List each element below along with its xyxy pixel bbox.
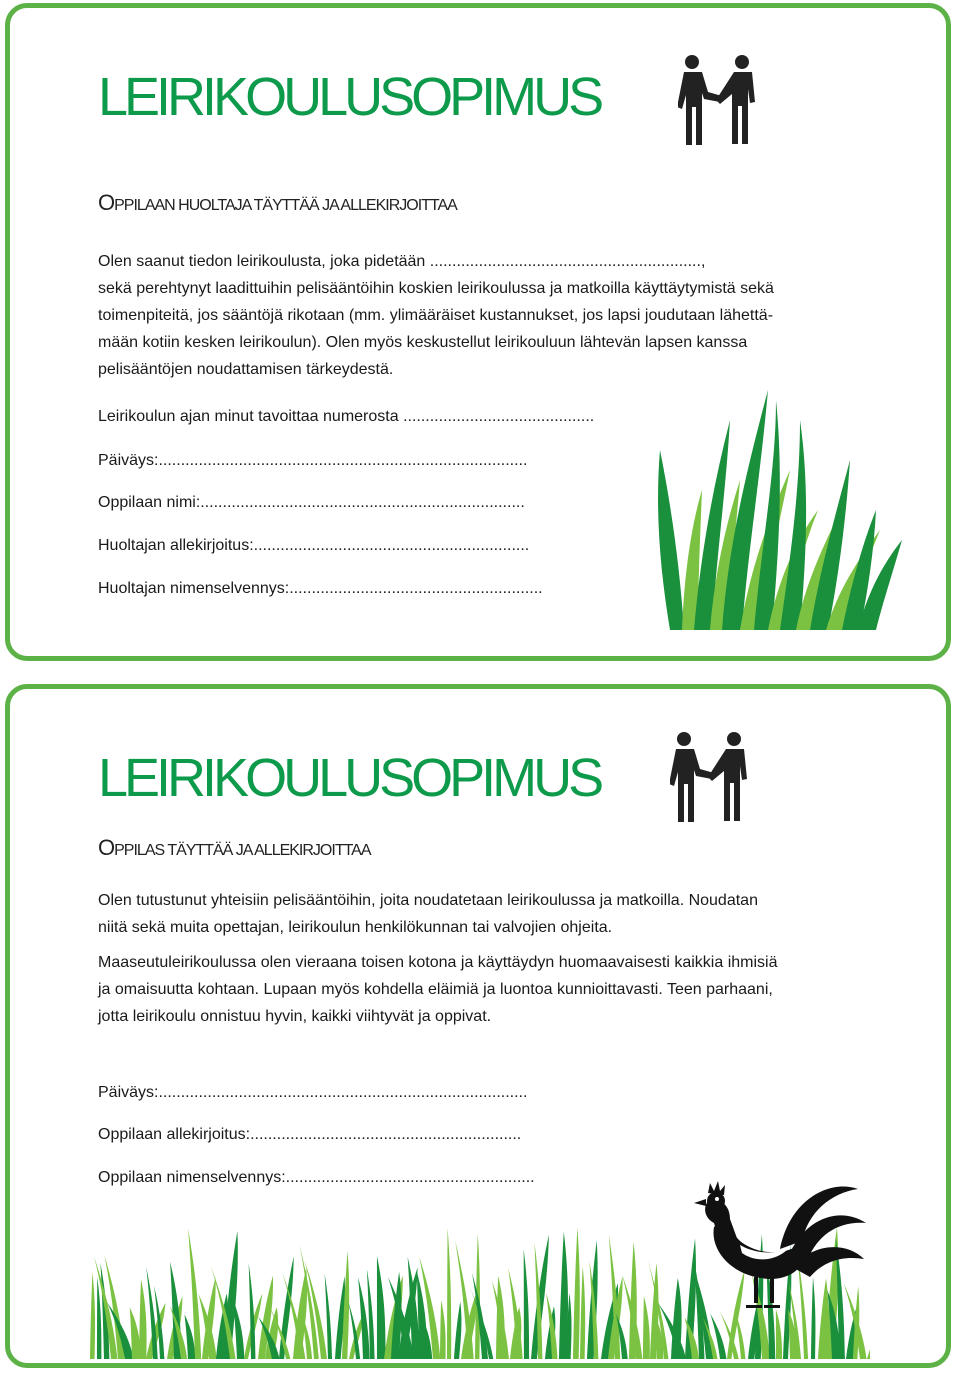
student-name-clarification-field[interactable]: Oppilaan nimenselvennys:........................................................	[98, 1169, 535, 1186]
statement-line: mään kotiin kesken leirikoulun). Olen myös keskustellut leirikouluun lähtevän lapsen kanssa	[98, 334, 748, 351]
statement-line: pelisääntöjen noudattamisen tärkeydestä.	[98, 361, 394, 378]
statement-line: niitä sekä muita opettajan, leirikoulun henkilökunnan tai valvojien ohjeita.	[98, 919, 613, 936]
section-subtitle: OPPILAS TÄYTTÄÄ JA ALLEKIRJOITTAA	[98, 835, 371, 860]
phone-number-field[interactable]: Leirikoulun ajan minut tavoittaa numerosta ...........................................	[98, 408, 595, 425]
rooster-icon	[680, 1179, 870, 1319]
statement-line: Olen tutustunut yhteisiin pelisääntöihin, joita noudatetaan leirikoulussa ja matkoilla. Noudatan	[98, 892, 758, 909]
student-agreement-card	[5, 684, 951, 1368]
student-signature-field[interactable]: Oppilaan allekirjoitus:.............................................................	[98, 1126, 522, 1143]
statement-line: toimenpiteitä, jos sääntöjä rikotaan (mm. ylimääräiset kustannukset, jos lapsi joudutaan lähettä-	[98, 307, 774, 324]
date-field[interactable]: Päiväys:...................................................................................	[98, 1084, 528, 1101]
student-name-field[interactable]: Oppilaan nimi:.........................................................................	[98, 494, 525, 511]
statement-line: jotta leirikoulu onnistuu hyvin, kaikki viihtyvät ja oppivat.	[98, 1008, 492, 1025]
guardian-statement	[98, 248, 898, 383]
section-subtitle: OPPILAAN HUOLTAJA TÄYTTÄÄ JA ALLEKIRJOITTAA	[98, 190, 457, 215]
handshake-icon	[678, 52, 760, 148]
statement-line: sekä perehtynyt laadittuihin pelisääntöihin koskien leirikoulussa ja matkoilla käyttäytymistä sekä	[98, 280, 774, 297]
page-title: LEIRIKOULUSOPIMUS	[98, 748, 601, 808]
guardian-signature-field[interactable]: Huoltajan allekirjoitus:..............................................................	[98, 537, 530, 554]
page-title: LEIRIKOULUSOPIMUS	[98, 67, 601, 127]
student-statement-2	[98, 949, 898, 1030]
handshake-icon	[670, 729, 752, 825]
guardian-name-clarification-field[interactable]: Huoltajan nimenselvennys:.........................................................	[98, 580, 543, 597]
statement-line: Olen saanut tiedon leirikoulusta, joka pidetään .............................................................,	[98, 253, 706, 270]
student-statement-1	[98, 887, 898, 941]
date-field[interactable]: Päiväys:...................................................................................	[98, 452, 528, 469]
statement-line: ja omaisuutta kohtaan. Lupaan myös kohdella eläimiä ja luontoa kunnioittavasti. Teen parhaani,	[98, 981, 773, 998]
statement-line: Maaseutuleirikoulussa olen vieraana toisen kotona ja käyttäydyn huomaavaisesti kaikkia ihmisiä	[98, 954, 778, 971]
guardian-agreement-card	[5, 3, 951, 661]
grass-illustration	[650, 380, 910, 640]
